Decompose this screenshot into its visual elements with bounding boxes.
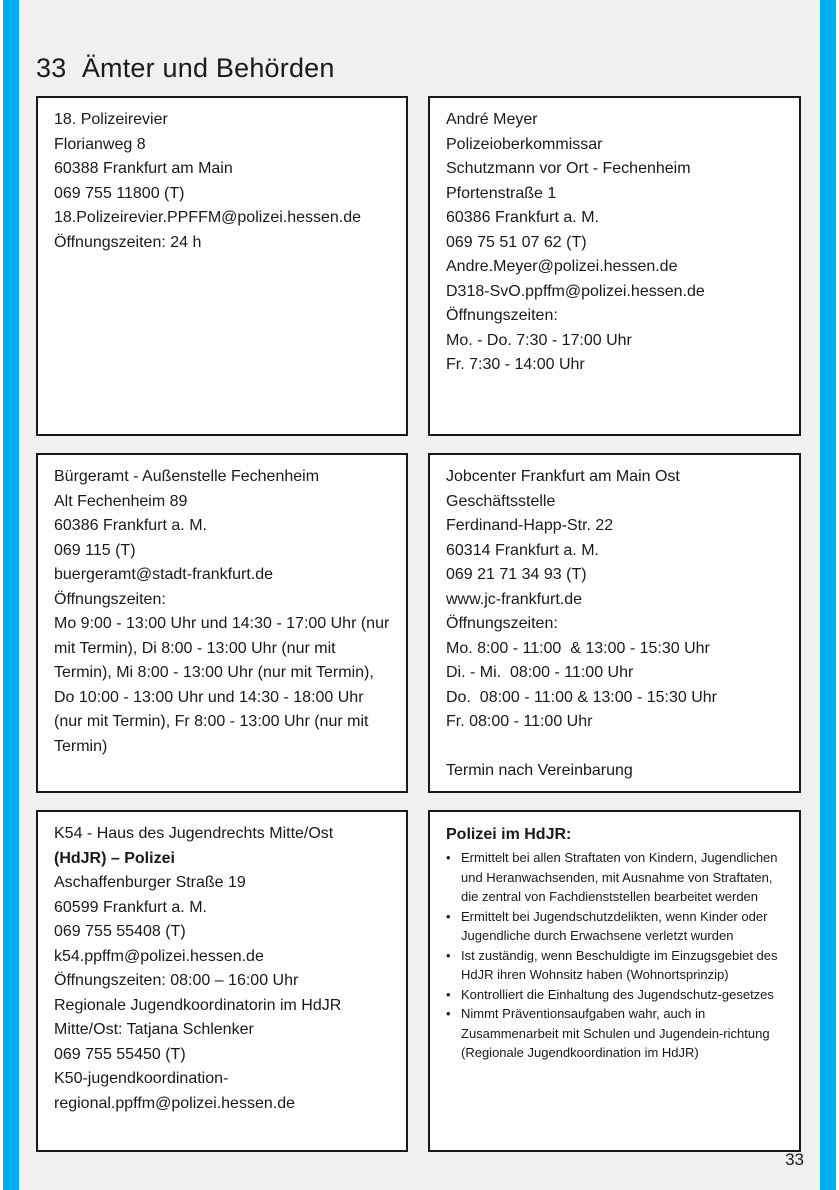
text-line: Schutzmann vor Ort - Fechenheim xyxy=(446,160,691,177)
text-line: 069 115 (T) xyxy=(54,541,136,559)
bullet-icon: • xyxy=(446,947,451,963)
text-line: Pfortenstraße 1 xyxy=(446,184,557,202)
bullet-item xyxy=(446,1004,783,1063)
text-line: Bürgeramt - Außenstelle Fechenheim xyxy=(54,468,320,485)
text-line: k54.ppffm@polizei.hessen.de xyxy=(54,947,264,965)
accent-bar-right xyxy=(820,0,836,1190)
text-line: regional.ppffm@polizei.hessen.de xyxy=(54,1094,295,1112)
text-line: Fr. 7:30 - 14:00 Uhr xyxy=(446,356,585,373)
text-line: 60386 Frankfurt a. M. xyxy=(54,517,207,534)
text-line: www.jc-frankfurt.de xyxy=(446,590,583,608)
text-line: 069 21 71 34 93 (T) xyxy=(446,566,587,583)
text-line: Mo. 8:00 - 11:00 & 13:00 - 15:30 Uhr xyxy=(446,639,710,657)
text-line: 60599 Frankfurt a. M. xyxy=(54,898,207,916)
bullet-list xyxy=(446,848,783,1063)
text-line: Öffnungszeiten: xyxy=(446,615,558,632)
text-line: Alt Fechenheim 89 xyxy=(54,492,188,510)
text-line: K54 - Haus des Jugendrechts Mitte/Ost xyxy=(54,825,334,842)
text-line: (HdJR) – Polizei xyxy=(54,849,175,867)
bullet-text: Nimmt Präventionsaufgaben wahr, auch in Zusammenarbeit mit Schulen und Jugendein-richtung (Regionale Jugendkoordination im HdJR) xyxy=(461,1006,770,1060)
bullet-text: Ist zuständig, wenn Beschuldigte im Einzugsgebiet des HdJR ihren Wohnsitz haben (Wohnortsprinzip) xyxy=(461,947,778,982)
text-line: Fr. 08:00 - 11:00 Uhr xyxy=(446,713,593,730)
text-line: 069 75 51 07 62 (T) xyxy=(446,233,587,251)
text-line: Jobcenter Frankfurt am Main Ost xyxy=(446,468,680,485)
info-box-18-polizeirevier xyxy=(36,96,408,436)
text-line: Florianweg 8 xyxy=(54,135,146,153)
text-line: 60388 Frankfurt am Main xyxy=(54,160,233,177)
bullet-icon: • xyxy=(446,850,451,865)
bullet-icon: • xyxy=(446,986,451,1002)
text-line: Öffnungszeiten: xyxy=(446,307,558,324)
page-number: 33 xyxy=(785,1150,804,1169)
info-box-k54-hdjr xyxy=(36,810,408,1152)
info-box-andre-meyer xyxy=(428,96,801,436)
text-line: Öffnungszeiten: 24 h xyxy=(54,233,202,251)
text-line: 069 755 55408 (T) xyxy=(54,923,186,940)
text-line: D318-SvO.ppffm@polizei.hessen.de xyxy=(446,282,705,300)
text-line: Polizeioberkommissar xyxy=(446,135,603,153)
text-line: Regionale Jugendkoordinatorin im HdJR xyxy=(54,996,342,1014)
bullet-text: Ermittelt bei allen Straftaten von Kindern, Jugendlichen und Heranwachsenden, mit Ausnahme von Straftaten, die zentral von Fachdienststellen bearbeitet werden xyxy=(461,850,778,904)
box-title-polizei-im-hdjr: Polizei im HdJR: xyxy=(446,826,572,843)
info-box-jobcenter-ost xyxy=(428,453,801,793)
text-line xyxy=(446,735,783,760)
info-box-polizei-im-hdjr xyxy=(428,810,801,1152)
text-line: 069 755 11800 (T) xyxy=(54,184,185,202)
text-line: Öffnungszeiten: xyxy=(54,590,166,608)
bullet-icon: • xyxy=(446,908,451,924)
text-line: buergeramt@stadt-frankfurt.de xyxy=(54,566,274,583)
text-line: Termin nach Vereinbarung xyxy=(446,762,633,779)
text-line: Ferdinand-Happ-Str. 22 xyxy=(446,517,614,534)
bullet-item xyxy=(446,946,783,985)
bullet-item xyxy=(446,907,783,946)
text-line: 069 755 55450 (T) xyxy=(54,1045,186,1063)
text-line: Do. 08:00 - 11:00 & 13:00 - 15:30 Uhr xyxy=(446,688,717,706)
page-title: 33 Ämter und Behörden xyxy=(36,53,335,83)
text-line: 60386 Frankfurt a. M. xyxy=(446,209,599,226)
text-line: Öffnungszeiten: 08:00 – 16:00 Uhr xyxy=(54,972,299,989)
bullet-icon: • xyxy=(446,1006,451,1021)
bullet-text: Ermittelt bei Jugendschutzdelikten, wenn Kinder oder Jugendliche durch Erwachsene verletzt wurden xyxy=(461,908,768,943)
text-line: 60314 Frankfurt a. M. xyxy=(446,541,599,559)
text-line: K50-jugendkoordination- xyxy=(54,1070,229,1087)
text-line: Geschäftsstelle xyxy=(446,492,556,510)
text-line: Mo 9:00 - 13:00 Uhr und 14:30 - 17:00 Uhr (nur mit Termin), Di 8:00 - 13:00 Uhr (nur mit Termin), Mi 8:00 - 13:00 Uhr (nur mit Termin), Do 10:00 - 13:00 Uhr und 14:30 - 18:00 Uhr (nur mit Termin), Fr 8:00 - 13:00 Uhr (nur mit Termin) xyxy=(54,615,394,755)
text-line: André Meyer xyxy=(446,111,538,128)
text-line: Aschaffenburger Straße 19 xyxy=(54,874,246,891)
bullet-text: Kontrolliert die Einhaltung des Jugendschutz-gesetzes xyxy=(461,986,774,1002)
text-line: Di. - Mi. 08:00 - 11:00 Uhr xyxy=(446,664,634,681)
accent-bar-left xyxy=(3,0,19,1190)
text-line: 18.Polizeirevier.PPFFM@polizei.hessen.de xyxy=(54,209,362,226)
info-box-buergeramt-fechenheim xyxy=(36,453,408,793)
bullet-item xyxy=(446,848,783,907)
text-line: 18. Polizeirevier xyxy=(54,111,168,128)
text-line: Mitte/Ost: Tatjana Schlenker xyxy=(54,1021,254,1038)
text-line: Andre.Meyer@polizei.hessen.de xyxy=(446,258,678,275)
text-line: Mo. - Do. 7:30 - 17:00 Uhr xyxy=(446,331,632,349)
bullet-item xyxy=(446,985,783,1005)
